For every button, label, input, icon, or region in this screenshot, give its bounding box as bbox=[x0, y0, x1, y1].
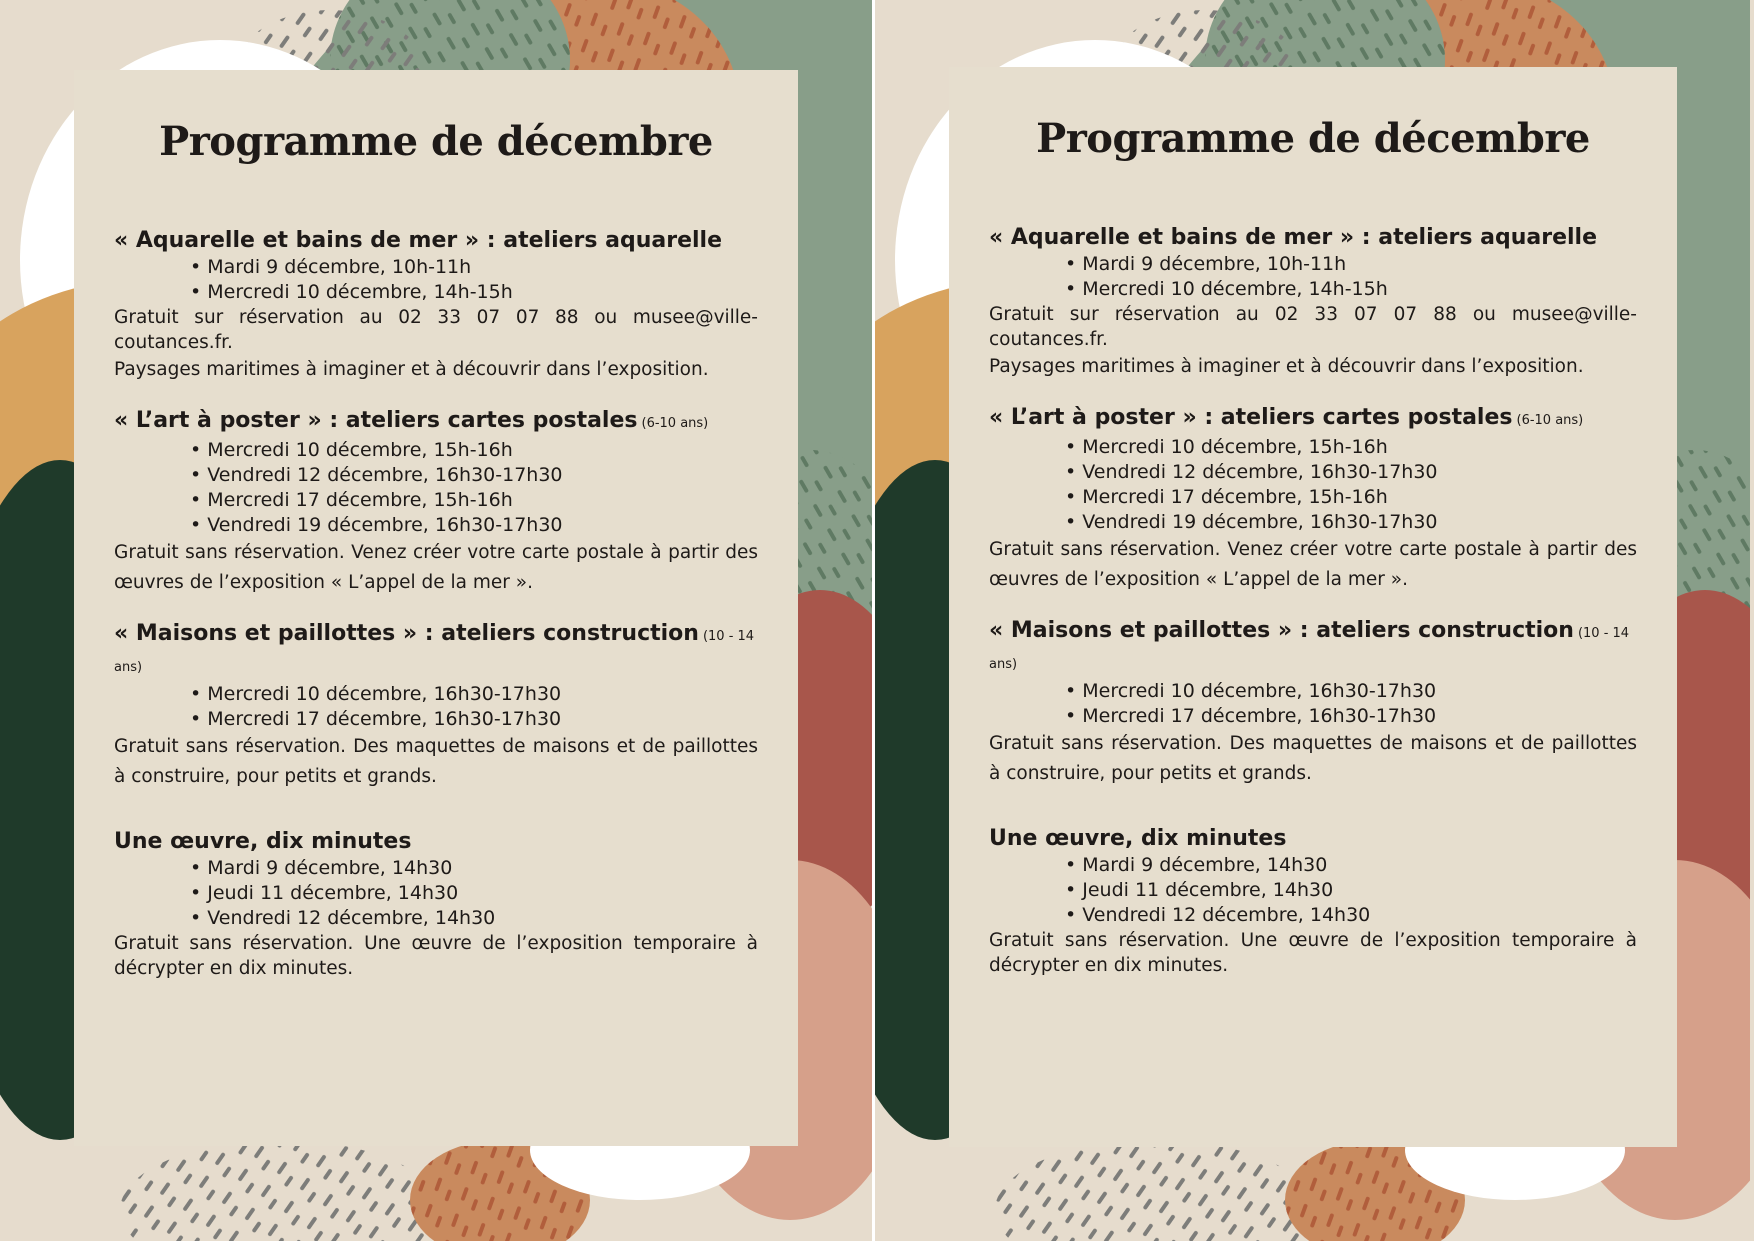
section-description: Gratuit sans réservation. Des maquettes de maisons et de paillottes à construire, pour petits et grands. bbox=[114, 736, 758, 787]
date-item: • Mardi 9 décembre, 10h-11h bbox=[190, 255, 758, 280]
date-list bbox=[114, 438, 758, 538]
age-label: (6-10 ans) bbox=[641, 416, 709, 431]
date-item: • Mercredi 10 décembre, 14h-15h bbox=[1065, 277, 1637, 302]
date-list bbox=[114, 682, 758, 732]
date-item: • Jeudi 11 décembre, 14h30 bbox=[1065, 878, 1637, 903]
date-item: • Vendredi 19 décembre, 16h30-17h30 bbox=[190, 513, 758, 538]
section-description: Gratuit sans réservation. Venez créer votre carte postale à partir des œuvres de l’exposition « L’appel de la mer ». bbox=[114, 542, 758, 593]
section-title: « L’art à poster » : ateliers cartes postales (6-10 ans) bbox=[114, 408, 709, 433]
date-item: • Mardi 9 décembre, 14h30 bbox=[1065, 853, 1637, 878]
date-item: • Mercredi 10 décembre, 14h-15h bbox=[190, 280, 758, 305]
page-title: Programme de décembre bbox=[1036, 115, 1590, 162]
grey-pattern-bottom bbox=[995, 1140, 1315, 1241]
section-title: « Maisons et paillottes » : ateliers construction (10 - 14 ans) bbox=[989, 618, 1630, 672]
date-item: • Mercredi 10 décembre, 16h30-17h30 bbox=[1065, 679, 1637, 704]
flyer-right bbox=[875, 0, 1750, 1241]
program-card bbox=[74, 70, 798, 1146]
section-aquarelle bbox=[989, 224, 1637, 382]
date-item: • Vendredi 19 décembre, 16h30-17h30 bbox=[1065, 510, 1637, 535]
age-label: (10 - 14 ans) bbox=[989, 626, 1630, 672]
date-item: • Mercredi 10 décembre, 15h-16h bbox=[190, 438, 758, 463]
date-list bbox=[989, 252, 1637, 302]
section-description: Gratuit sur réservation au 02 33 07 07 88 ou musee@ville-coutances.fr. bbox=[114, 307, 758, 353]
age-label: (6-10 ans) bbox=[1516, 413, 1584, 428]
section-une-oeuvre bbox=[989, 825, 1637, 978]
section-title: Une œuvre, dix minutes bbox=[989, 826, 1287, 851]
date-list bbox=[114, 255, 758, 305]
page-title: Programme de décembre bbox=[159, 118, 713, 165]
date-item: • Mardi 9 décembre, 14h30 bbox=[190, 856, 758, 881]
date-item: • Mercredi 17 décembre, 15h-16h bbox=[1065, 485, 1637, 510]
section-description: Gratuit sans réservation. Venez créer votre carte postale à partir des œuvres de l’exposition « L’appel de la mer ». bbox=[989, 539, 1637, 590]
grey-pattern-bottom bbox=[120, 1140, 440, 1241]
date-list bbox=[989, 853, 1637, 928]
section-description: Gratuit sans réservation. Des maquettes de maisons et de paillottes à construire, pour petits et grands. bbox=[989, 733, 1637, 784]
section-title: Une œuvre, dix minutes bbox=[114, 829, 412, 854]
section-art-a-poster bbox=[114, 407, 758, 598]
flyer-left bbox=[0, 0, 875, 1241]
date-item: • Mercredi 17 décembre, 16h30-17h30 bbox=[190, 707, 758, 732]
section-description: Paysages maritimes à imaginer et à découvrir dans l’exposition. bbox=[989, 356, 1584, 377]
date-list bbox=[989, 679, 1637, 729]
date-item: • Vendredi 12 décembre, 16h30-17h30 bbox=[190, 463, 758, 488]
section-description: Paysages maritimes à imaginer et à découvrir dans l’exposition. bbox=[114, 359, 709, 380]
section-description: Gratuit sans réservation. Une œuvre de l’exposition temporaire à décrypter en dix minutes. bbox=[989, 930, 1637, 976]
section-art-a-poster bbox=[989, 404, 1637, 595]
date-list bbox=[114, 856, 758, 931]
section-aquarelle bbox=[114, 227, 758, 385]
program-card bbox=[949, 67, 1677, 1147]
section-title: « Aquarelle et bains de mer » : ateliers aquarelle bbox=[114, 228, 723, 253]
section-title: « Maisons et paillottes » : ateliers construction (10 - 14 ans) bbox=[114, 621, 755, 675]
section-description: Gratuit sans réservation. Une œuvre de l’exposition temporaire à décrypter en dix minutes. bbox=[114, 933, 758, 979]
date-item: • Mercredi 10 décembre, 16h30-17h30 bbox=[190, 682, 758, 707]
date-item: • Mercredi 17 décembre, 16h30-17h30 bbox=[1065, 704, 1637, 729]
section-maisons-paillottes bbox=[114, 620, 758, 792]
date-item: • Mardi 9 décembre, 10h-11h bbox=[1065, 252, 1637, 277]
date-item: • Vendredi 12 décembre, 14h30 bbox=[1065, 903, 1637, 928]
date-item: • Vendredi 12 décembre, 14h30 bbox=[190, 906, 758, 931]
date-item: • Mercredi 17 décembre, 15h-16h bbox=[190, 488, 758, 513]
section-title: « L’art à poster » : ateliers cartes postales (6-10 ans) bbox=[989, 405, 1584, 430]
section-une-oeuvre bbox=[114, 828, 758, 981]
section-maisons-paillottes bbox=[989, 617, 1637, 789]
date-item: • Jeudi 11 décembre, 14h30 bbox=[190, 881, 758, 906]
section-description: Gratuit sur réservation au 02 33 07 07 88 ou musee@ville-coutances.fr. bbox=[989, 304, 1637, 350]
date-list bbox=[989, 435, 1637, 535]
date-item: • Vendredi 12 décembre, 16h30-17h30 bbox=[1065, 460, 1637, 485]
date-item: • Mercredi 10 décembre, 15h-16h bbox=[1065, 435, 1637, 460]
age-label: (10 - 14 ans) bbox=[114, 629, 755, 675]
section-title: « Aquarelle et bains de mer » : ateliers aquarelle bbox=[989, 225, 1598, 250]
